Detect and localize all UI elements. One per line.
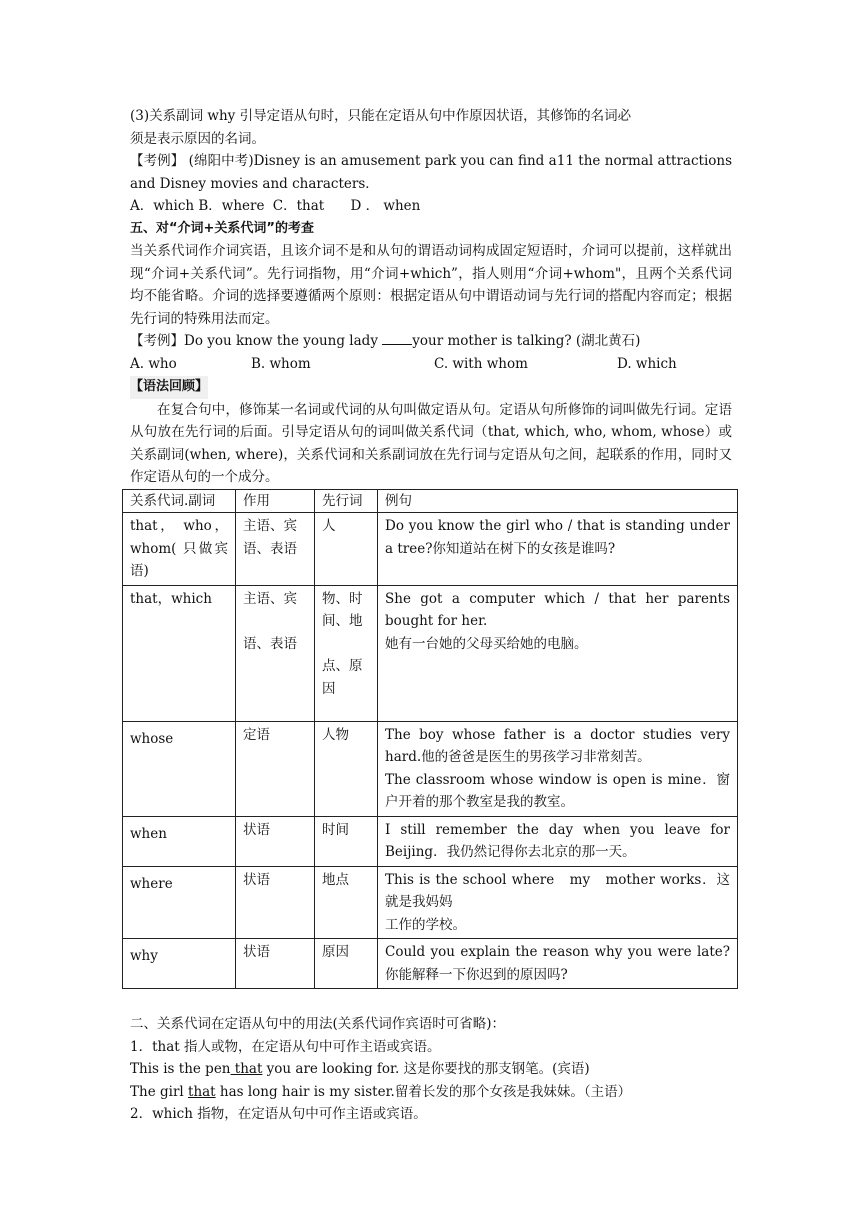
example-1 <box>130 150 732 195</box>
table-cell-word: where <box>123 866 236 939</box>
table-header: 关系代词.副词 <box>123 489 236 513</box>
point-2: 2．which 指物，在定语从句中可作主语或宾语。 <box>130 1106 427 1122</box>
example-1-option-d: D ． when <box>350 198 421 214</box>
example-2-post: your mother is talking? (湖北黄石) <box>412 333 641 349</box>
intro-line-2: 须是表示原因的名词。 <box>130 130 265 147</box>
example-2-pre: Do you know the young lady <box>184 333 383 349</box>
relative-words-table <box>122 489 738 990</box>
table-cell-example <box>378 866 738 939</box>
table-header: 作用 <box>236 489 315 513</box>
example-sentence: The classroom whose window is open is mine．窗户开着的那个教室是我的教室。 <box>385 771 730 810</box>
table-cell-antecedent: 人物 <box>315 721 378 816</box>
table-cell-word: whose <box>123 721 236 816</box>
answer-blank <box>382 332 412 345</box>
review-label: 【语法回顾】 <box>130 376 208 399</box>
table-cell-example: Could you explain the reason why you were late?你能解释一下你迟到的原因吗? <box>378 939 738 989</box>
document-page <box>130 105 732 1126</box>
table-cell-role: 主语、宾 语、表语 <box>236 585 315 721</box>
example-text: This is the pen <box>130 1061 231 1077</box>
intro-line-1: (3)关系副词 why 引导定语从句时，只能在定语从句中作原因状语，其修饰的名词必 <box>130 108 632 124</box>
table-row <box>123 816 738 866</box>
example-2-option-a: A. who <box>130 355 177 372</box>
table-header-row <box>123 489 738 513</box>
example-translation: 她有一台她的父母买给她的电脑。 <box>385 635 588 652</box>
example-text: The girl <box>130 1083 189 1100</box>
table-cell-antecedent: 物、时间、地 点、原因 <box>315 585 378 721</box>
table-cell-example <box>378 721 738 816</box>
example-sentence: This is the school where my mother works．这就是我妈妈 <box>385 871 730 910</box>
table-cell-antecedent: 原因 <box>315 939 378 989</box>
table-row <box>123 866 738 939</box>
table-cell-role: 状语 <box>236 939 315 989</box>
example-1-option-a: A．which <box>130 198 195 214</box>
section-2-heading: 二、关系代词在定语从句中的用法(关系代词作宾语时可省略)： <box>130 1016 506 1032</box>
underlined-word: that <box>230 1061 263 1077</box>
example-text: you are looking for. 这是你要找的那支钢笔。(宾语) <box>262 1061 590 1077</box>
table-cell-word: that，which <box>123 585 236 721</box>
table-row <box>123 513 738 586</box>
table-cell-example: I still remember the day when you leave for Beijing．我仍然记得你去北京的那一天。 <box>378 816 738 866</box>
table-cell-role: 状语 <box>236 816 315 866</box>
table-row <box>123 939 738 989</box>
section-5-heading: 五、对“介词+关系代词”的考查 <box>130 220 314 236</box>
example-1-option-c: C．that <box>272 198 325 214</box>
underlined-word: that <box>188 1083 216 1100</box>
table-row <box>123 585 738 721</box>
table-header: 先行词 <box>315 489 378 513</box>
example-1-option-b: B．where <box>198 198 265 214</box>
point-1-example-2 <box>130 1081 732 1104</box>
table-cell-word: when <box>123 816 236 866</box>
table-cell-antecedent: 时间 <box>315 816 378 866</box>
example-1-options <box>130 195 732 218</box>
review-paragraph: 在复合句中，修饰某一名词或代词的从句叫做定语从句。定语从句所修饰的词叫做先行词。定语从句放在先行词的后面。引导定语从句的词叫做关系代词（that, which, who, whom, whose）或关系副词(when, where)，关系代词和关系副词放在先行词与定语从句之间，起联系的作用，同时又作定语从句的一个成分。 <box>130 401 732 485</box>
example-2-option-c: C. with whom <box>434 355 528 372</box>
example-2-option-b: B. whom <box>251 355 311 372</box>
example-sentence: She got a computer which / that her parents bought for her. <box>385 590 730 629</box>
point-1-example-1 <box>130 1058 732 1081</box>
example-1-label: 【考例】 <box>130 153 185 169</box>
table-cell-word: that， who，whom( 只做宾语) <box>123 513 236 586</box>
table-cell-word: why <box>123 939 236 989</box>
table-cell-antecedent: 人 <box>315 513 378 586</box>
example-text: has long hair is my sister.留着长发的那个女孩是我妹妹。（主语） <box>215 1083 632 1100</box>
table-cell-example <box>378 585 738 721</box>
table-cell-example: Do you know the girl who / that is standing under a tree?你知道站在树下的女孩是谁吗? <box>378 513 738 586</box>
table-cell-role: 状语 <box>236 866 315 939</box>
example-sentence: The boy whose father is a doctor studies very hard.他的爸爸是医生的男孩学习非常刻苦。 <box>385 726 730 765</box>
example-1-text: (绵阳中考)Disney is an amusement park you can find a11 the normal attractions and Disney movies and characters． <box>130 153 733 192</box>
example-translation: 工作的学校。 <box>385 916 466 933</box>
example-2 <box>130 330 732 353</box>
table-cell-antecedent: 地点 <box>315 866 378 939</box>
example-2-option-d: D. which <box>617 355 677 372</box>
table-row <box>123 721 738 816</box>
example-2-label: 【考例】 <box>130 333 184 349</box>
example-2-options <box>130 353 732 376</box>
table-cell-role: 定语 <box>236 721 315 816</box>
table-header: 例句 <box>378 489 738 513</box>
table-cell-role: 主语、宾语、表语 <box>236 513 315 586</box>
point-1: 1．that 指人或物，在定语从句中可作主语或宾语。 <box>130 1038 441 1055</box>
section-5-paragraph: 当关系代词作介词宾语，且该介词不是和从句的谓语动词构成固定短语时，介词可以提前，这样就出现“介词+关系代词”。先行词指物，用“介词+which”，指人则用“介词+whom"，且两个关系代词均不能省略。介词的选择要遵循两个原则：根据定语从句中谓语动词与先行词的搭配内容而定；根据先行词的特殊用法而定。 <box>130 243 732 327</box>
